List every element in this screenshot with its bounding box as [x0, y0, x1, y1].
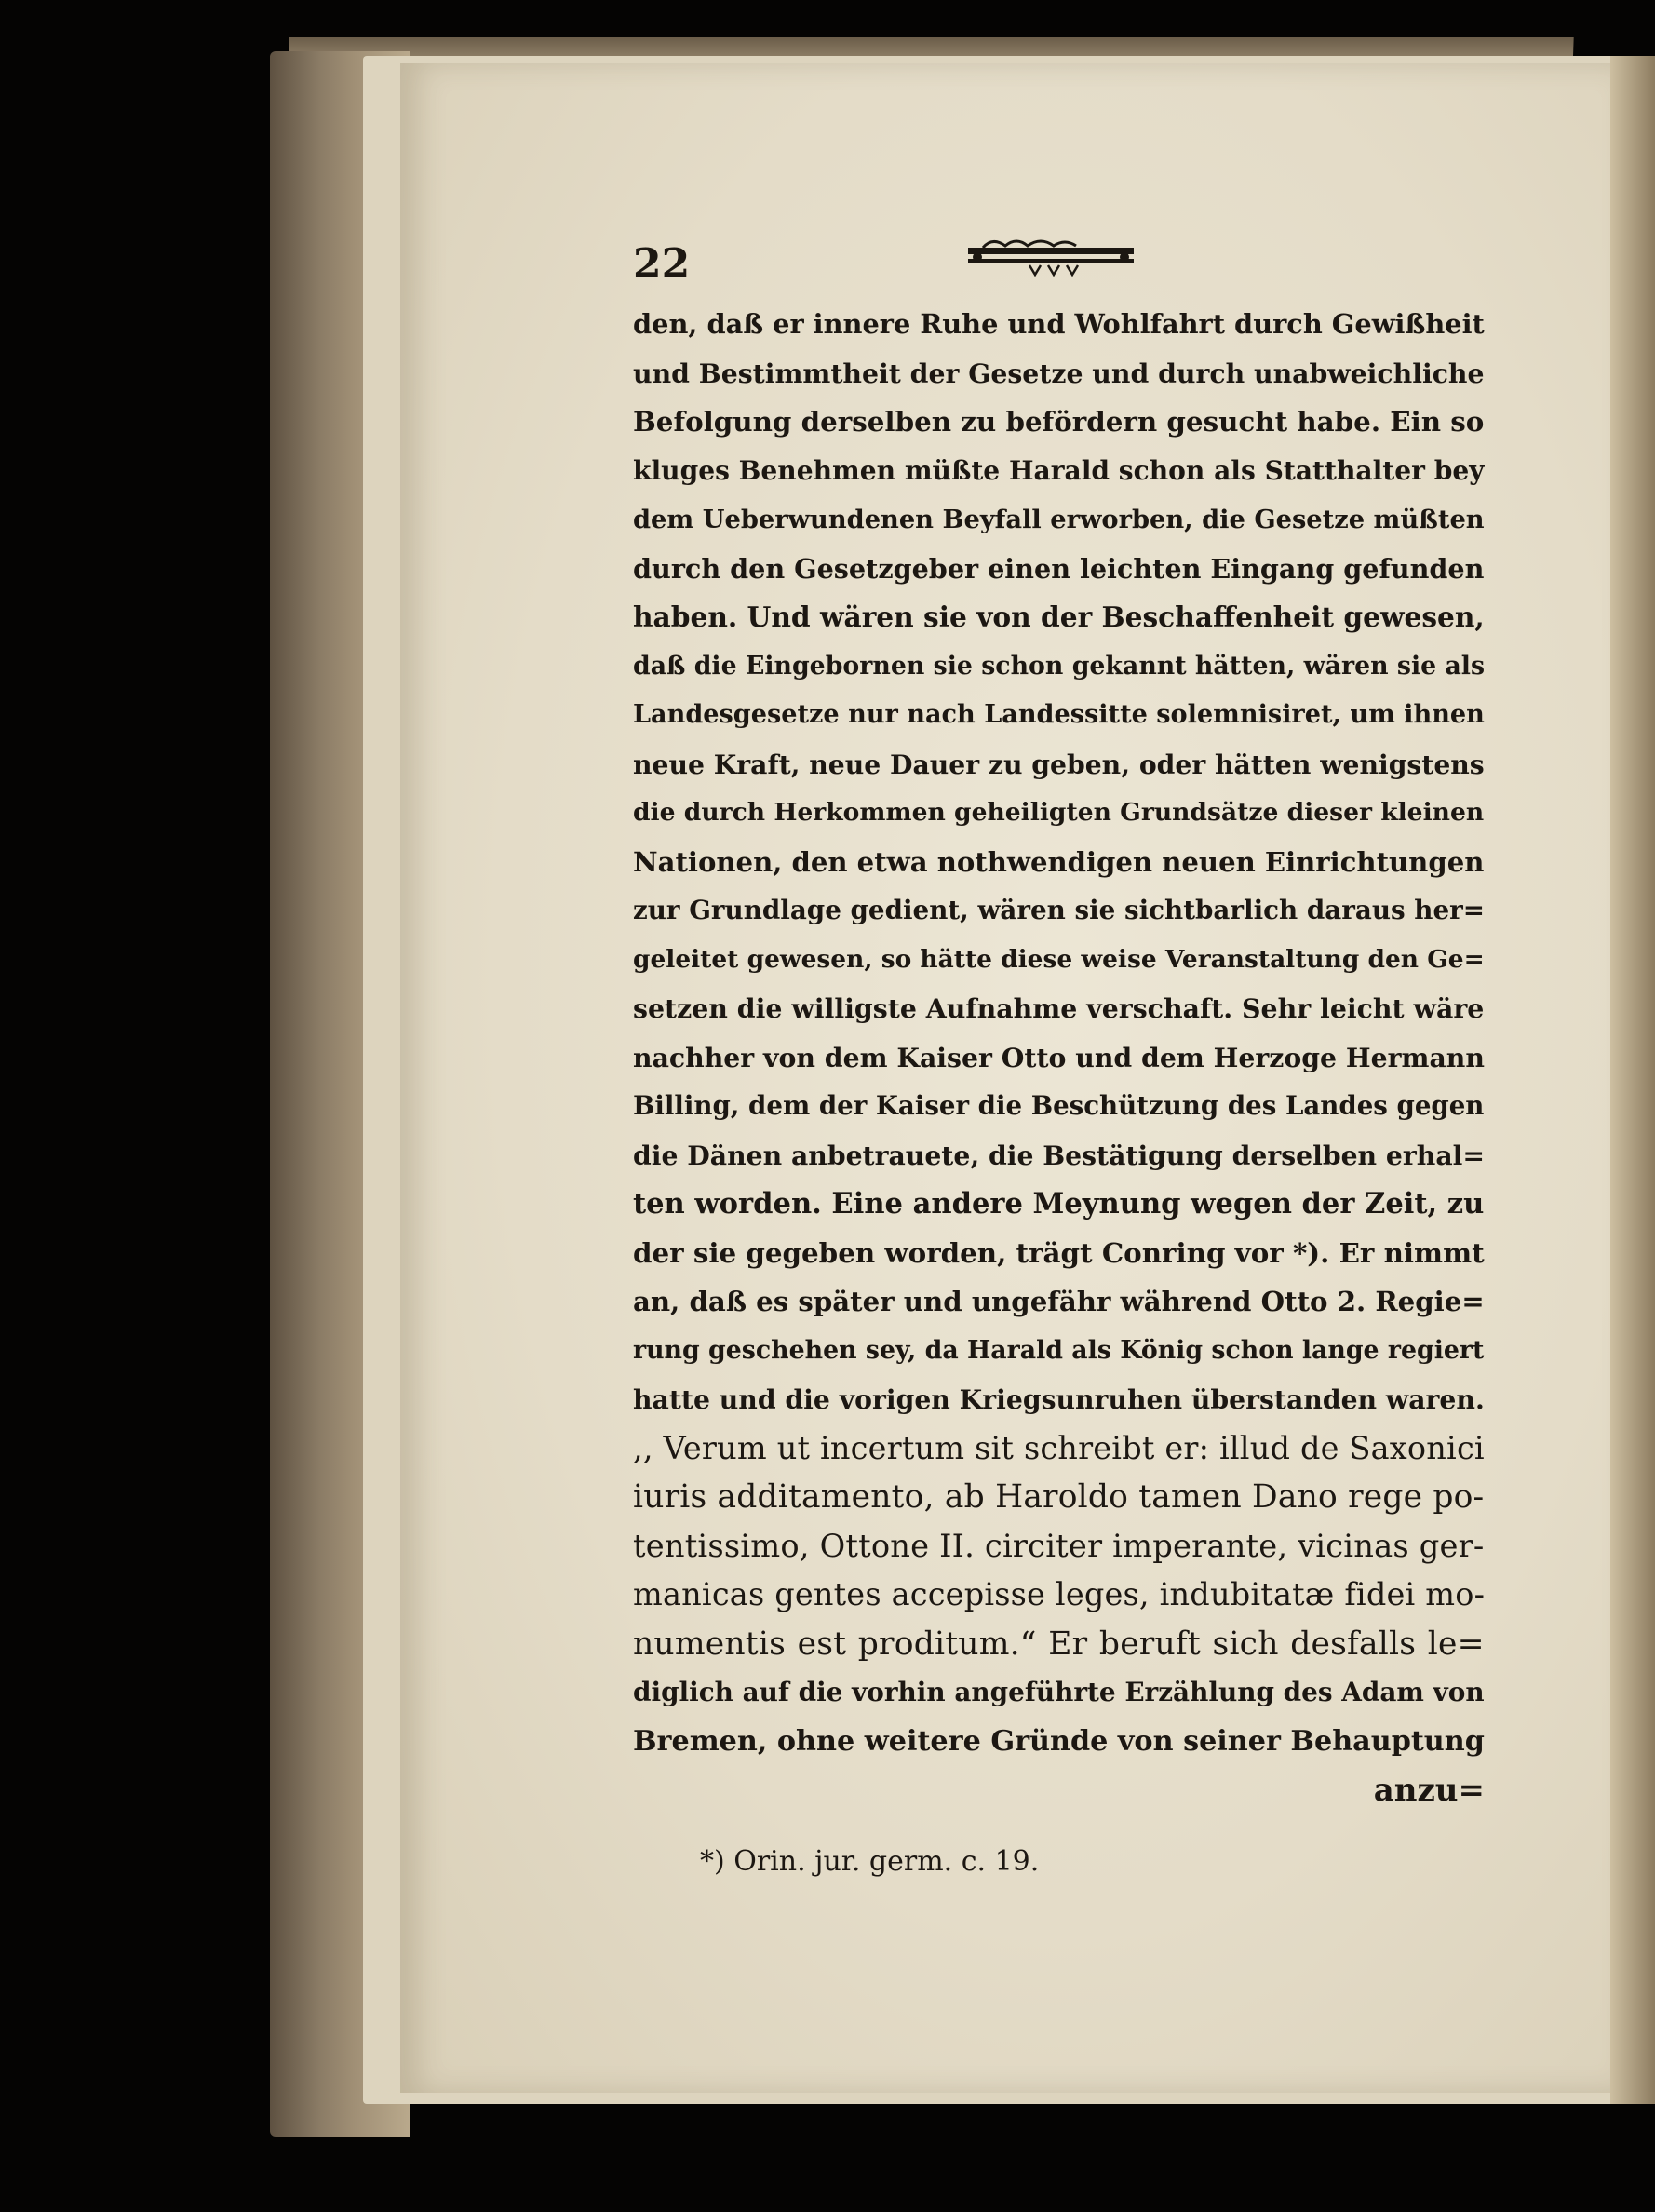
text-line: durch den Gesetzgeber einen leichten Eingang gefunden: [633, 552, 1485, 585]
text-line: daß die Eingebornen sie schon gekannt hätten, wären sie als: [633, 651, 1485, 681]
catchword: anzu=: [1373, 1772, 1485, 1809]
text-line: die Dänen anbetrauete, die Bestätigung derselben erhal=: [633, 1139, 1485, 1171]
footnote: *) Orin. jur. germ. c. 19.: [700, 1845, 1040, 1878]
text-line: die durch Herkommen geheiligten Grundsätze dieser kleinen: [633, 798, 1485, 827]
text-line: rung geschehen sey, da Harald als König schon lange regiert: [633, 1335, 1485, 1365]
latin-quote-line: manicas gentes accepisse leges, indubitatæ fidei mo-: [633, 1576, 1485, 1612]
text-line: Bremen, ohne weitere Gründe von seiner Behauptung: [633, 1724, 1485, 1758]
text-line: geleitet gewesen, so hätte diese weise Veranstaltung den Ge=: [633, 944, 1485, 974]
text-line: der sie gegeben worden, trägt Conring vor *). Er nimmt: [633, 1235, 1485, 1269]
latin-quote-line: tentissimo, Ottone II. circiter imperante, vicinas ger-: [633, 1527, 1485, 1564]
facing-page-edge: [1610, 56, 1655, 2104]
page-number: 22: [633, 240, 691, 288]
text-line: nachher von dem Kaiser Otto und dem Herzoge Hermann: [633, 1041, 1485, 1073]
text-line: hatte und die vorigen Kriegsunruhen überstanden waren.: [633, 1383, 1485, 1415]
ornament-icon: [964, 235, 1137, 281]
text-line: Landesgesetze nur nach Landessitte solemnisiret, um ihnen: [633, 700, 1485, 729]
text-line: setzen die willigste Aufnahme verschaft. Sehr leicht wäre: [633, 992, 1485, 1024]
page-body: [633, 300, 1485, 1815]
text-line: an, daß es später und ungefähr während Otto 2. Regie=: [633, 1286, 1485, 1317]
text-line: haben. Und wären sie von der Beschaffenheit gewesen,: [633, 600, 1485, 633]
text-line: diglich auf die vorhin angeführte Erzählung des Adam von: [633, 1677, 1485, 1707]
text-line: neue Kraft, neue Dauer zu geben, oder hätten wenigstens: [633, 748, 1485, 780]
text-line: den, daß er innere Ruhe und Wohlfahrt durch Gewißheit: [633, 308, 1485, 340]
text-line: ten worden. Eine andere Meynung wegen der Zeit, zu: [633, 1187, 1485, 1221]
text-line: Befolgung derselben zu befördern gesucht habe. Ein so: [633, 405, 1485, 438]
text-line: kluges Benehmen müßte Harald schon als Statthalter bey: [633, 454, 1485, 486]
text-line: Billing, dem der Kaiser die Beschützung des Landes gegen: [633, 1090, 1485, 1121]
text-line: zur Grundlage gedient, wären sie sichtbarlich daraus her=: [633, 895, 1485, 925]
latin-quote-line: ,, Verum ut incertum sit schreibt er: illud de Saxonici: [633, 1429, 1485, 1466]
latin-quote-line: numentis est proditum.“ Er beruft sich desfalls le=: [633, 1625, 1485, 1663]
latin-quote-line: iuris additamento, ab Haroldo tamen Dano rege po-: [633, 1478, 1485, 1516]
text-line: und Bestimmtheit der Gesetze und durch unabweichliche: [633, 357, 1485, 389]
text-line: Nationen, den etwa nothwendigen neuen Einrichtungen: [633, 845, 1485, 878]
text-line: dem Ueberwundenen Beyfall erworben, die Gesetze müßten: [633, 505, 1485, 534]
